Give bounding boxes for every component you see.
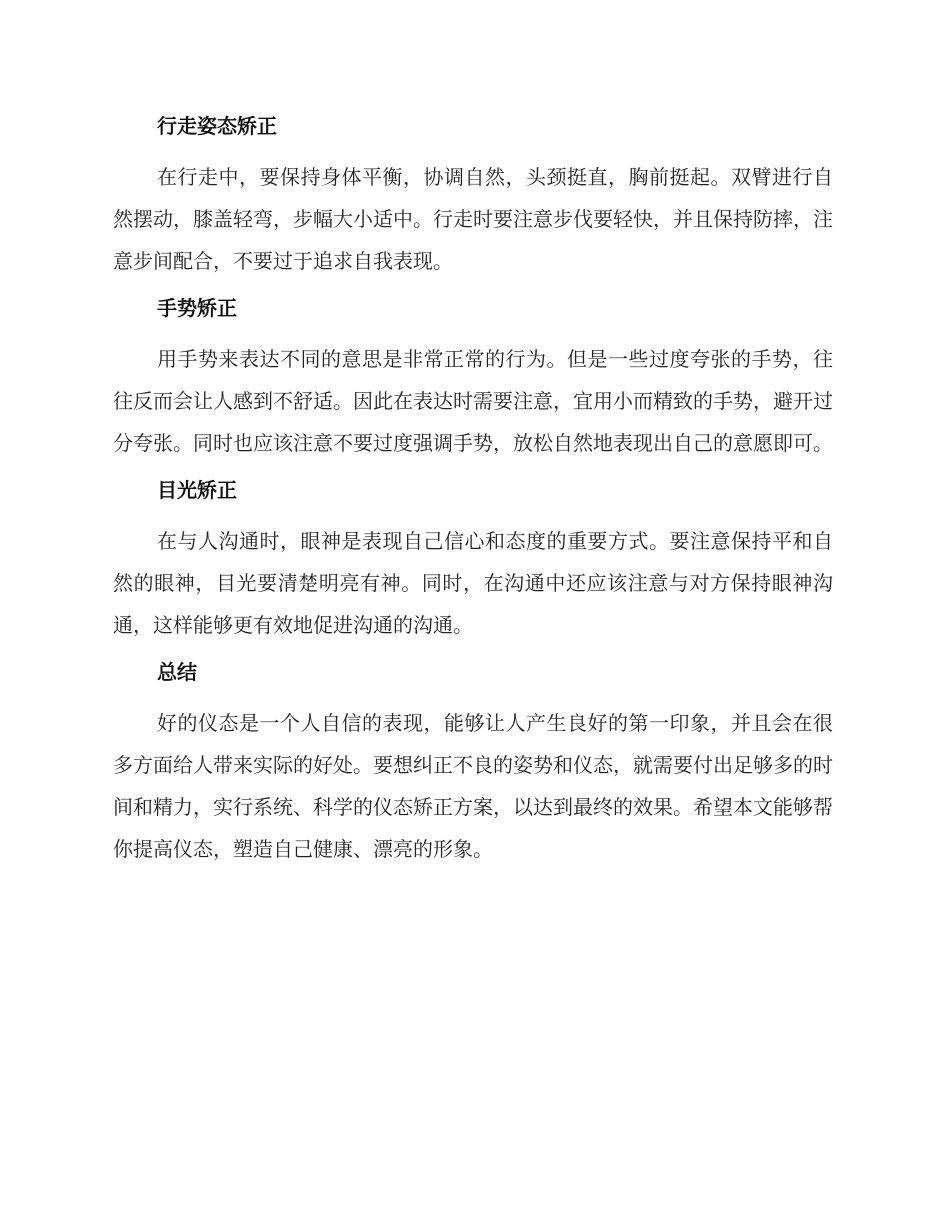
section-paragraph: 在与人沟通时，眼神是表现自己信心和态度的重要方式。要注意保持平和自然的眼神，目光要清楚明亮有神。同时，在沟通中还应该注意与对方保持眼神沟通，这样能够更有效地促进沟通的沟通。 (113, 529, 833, 637)
document-page (113, 108, 833, 878)
section-heading: 目光矫正 (157, 478, 237, 502)
section-paragraph: 用手势来表达不同的意思是非常正常的行为。但是一些过度夸张的手势，往往反而会让人感到不舒适。因此在表达时需要注意，宜用小而精致的手势，避开过分夸张。同时也应该注意不要过度强调手势，放松自然地表现出自己的意愿即可。 (113, 347, 833, 455)
section-eye-contact (113, 472, 833, 646)
section-heading: 手势矫正 (157, 296, 237, 320)
section-gesture (113, 290, 833, 464)
section-summary (113, 654, 833, 870)
section-heading: 行走姿态矫正 (157, 114, 277, 138)
section-walking-posture (113, 108, 833, 282)
section-paragraph: 好的仪态是一个人自信的表现，能够让人产生良好的第一印象，并且会在很多方面给人带来实际的好处。要想纠正不良的姿势和仪态，就需要付出足够多的时间和精力，实行系统、科学的仪态矫正方案，以达到最终的效果。希望本文能够帮你提高仪态，塑造自己健康、漂亮的形象。 (113, 711, 833, 861)
section-heading: 总结 (157, 660, 197, 684)
section-paragraph: 在行走中，要保持身体平衡，协调自然，头颈挺直，胸前挺起。双臂进行自然摆动，膝盖轻弯，步幅大小适中。行走时要注意步伐要轻快，并且保持防摔，注意步间配合，不要过于追求自我表现。 (113, 165, 833, 273)
